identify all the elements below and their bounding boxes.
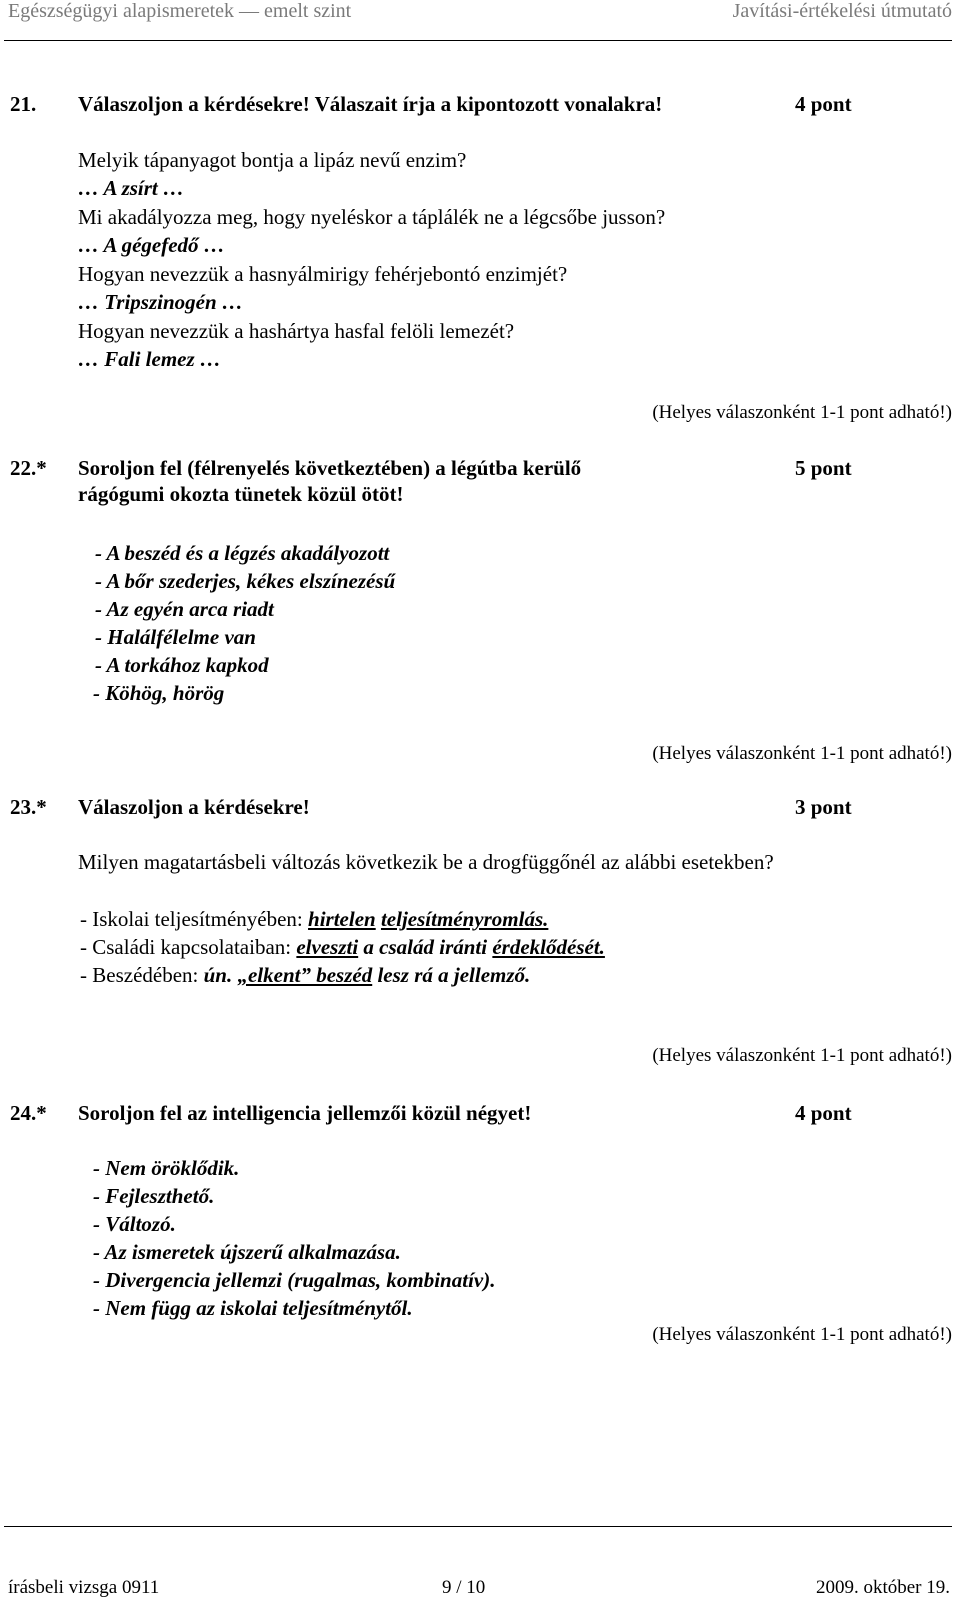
- answer-text: … A gégefedő …: [78, 233, 225, 257]
- answer-row: [80, 907, 548, 932]
- question-title: Válaszoljon a kérdésekre!: [78, 795, 310, 819]
- question-points: 4 pont: [795, 92, 852, 116]
- answer-line: - Köhög, hörög: [93, 681, 225, 705]
- answer-tail: lesz rá a jellemző.: [372, 963, 531, 987]
- footer-date: 2009. október 19.: [815, 1577, 950, 1598]
- scoring-note: (Helyes válaszonként 1-1 pont adható!): [652, 743, 952, 764]
- scoring-note: (Helyes válaszonként 1-1 pont adható!): [652, 1045, 952, 1066]
- question-number: 24.*: [10, 1101, 47, 1125]
- question-text: Mi akadályozza meg, hogy nyeléskor a táplálék ne a légcsőbe jusson?: [78, 205, 666, 229]
- answer-line: - Nem függ az iskolai teljesítménytől.: [93, 1296, 413, 1320]
- question-title: Soroljon fel az intelligencia jellemzői közül négyet!: [78, 1101, 532, 1125]
- answer-text: hirtelen: [308, 907, 376, 931]
- answer-text: elveszti: [296, 935, 359, 959]
- footer-exam-id: írásbeli vizsga 0911: [8, 1577, 160, 1598]
- question-text: Hogyan nevezzük a hashártya hasfal felöli lemezét?: [78, 319, 515, 343]
- scoring-note: (Helyes válaszonként 1-1 pont adható!): [652, 402, 952, 423]
- answer-text: ún.: [203, 963, 233, 987]
- question-title-continued: rágógumi okozta tünetek közül ötöt!: [78, 482, 404, 506]
- question-number: 23.*: [10, 795, 47, 819]
- row-label: - Iskolai teljesítményében:: [80, 907, 309, 931]
- answer-row: [80, 935, 605, 960]
- question-text: Hogyan nevezzük a hasnyálmirigy fehérjebontó enzimjét?: [78, 262, 568, 286]
- answer-text: … Fali lemez …: [78, 347, 221, 371]
- answer-line: - Fejleszthető.: [93, 1184, 215, 1208]
- header-rule: [4, 40, 952, 41]
- answer-line: - A torkához kapkod: [95, 653, 269, 677]
- answer-line: - Nem öröklődik.: [93, 1156, 240, 1180]
- answer-line: - Divergencia jellemzi (rugalmas, kombinatív).: [93, 1268, 496, 1292]
- footer-rule: [4, 1526, 952, 1527]
- question-text: Milyen magatartásbeli változás következik be a drogfüggőnél az alábbi esetekben?: [78, 850, 774, 874]
- answer-text: … Tripszinogén …: [78, 290, 243, 314]
- question-title: Válaszoljon a kérdésekre! Válaszait írja a kipontozott vonalakra!: [78, 92, 663, 116]
- row-label: - Családi kapcsolataiban:: [80, 935, 297, 959]
- answer-line: - Halálfélelme van: [95, 625, 256, 649]
- scoring-note: (Helyes válaszonként 1-1 pont adható!): [652, 1324, 952, 1345]
- answer-line: - Változó.: [93, 1212, 176, 1236]
- row-separator: a család iránti: [358, 935, 493, 959]
- header-title: Egészségügyi alapismeretek — emelt szint: [8, 0, 352, 22]
- row-label: - Beszédében:: [80, 963, 204, 987]
- answer-line: - A beszéd és a légzés akadályozott: [95, 541, 390, 565]
- question-title: Soroljon fel (félrenyelés következtében) a légútba kerülő: [78, 456, 582, 480]
- question-text: Melyik tápanyagot bontja a lipáz nevű enzim?: [78, 148, 467, 172]
- answer-line: - Az egyén arca riadt: [95, 597, 274, 621]
- answer-text: érdeklődését.: [492, 935, 605, 959]
- answer-text: teljesítményromlás.: [380, 907, 549, 931]
- question-points: 4 pont: [795, 1101, 852, 1125]
- answer-text: … A zsírt …: [78, 176, 185, 200]
- answer-row: [80, 963, 530, 988]
- answer-text: „elkent” beszéd: [237, 963, 373, 987]
- question-number: 22.*: [10, 456, 47, 480]
- question-points: 3 pont: [795, 795, 852, 819]
- page-number: 9 / 10: [442, 1577, 486, 1598]
- question-points: 5 pont: [795, 456, 852, 480]
- answer-line: - Az ismeretek újszerű alkalmazása.: [93, 1240, 401, 1264]
- answer-line: - A bőr szederjes, kékes elszínezésű: [95, 569, 396, 593]
- question-number: 21.: [10, 92, 37, 116]
- header-subtitle: Javítási-értékelési útmutató: [732, 0, 952, 22]
